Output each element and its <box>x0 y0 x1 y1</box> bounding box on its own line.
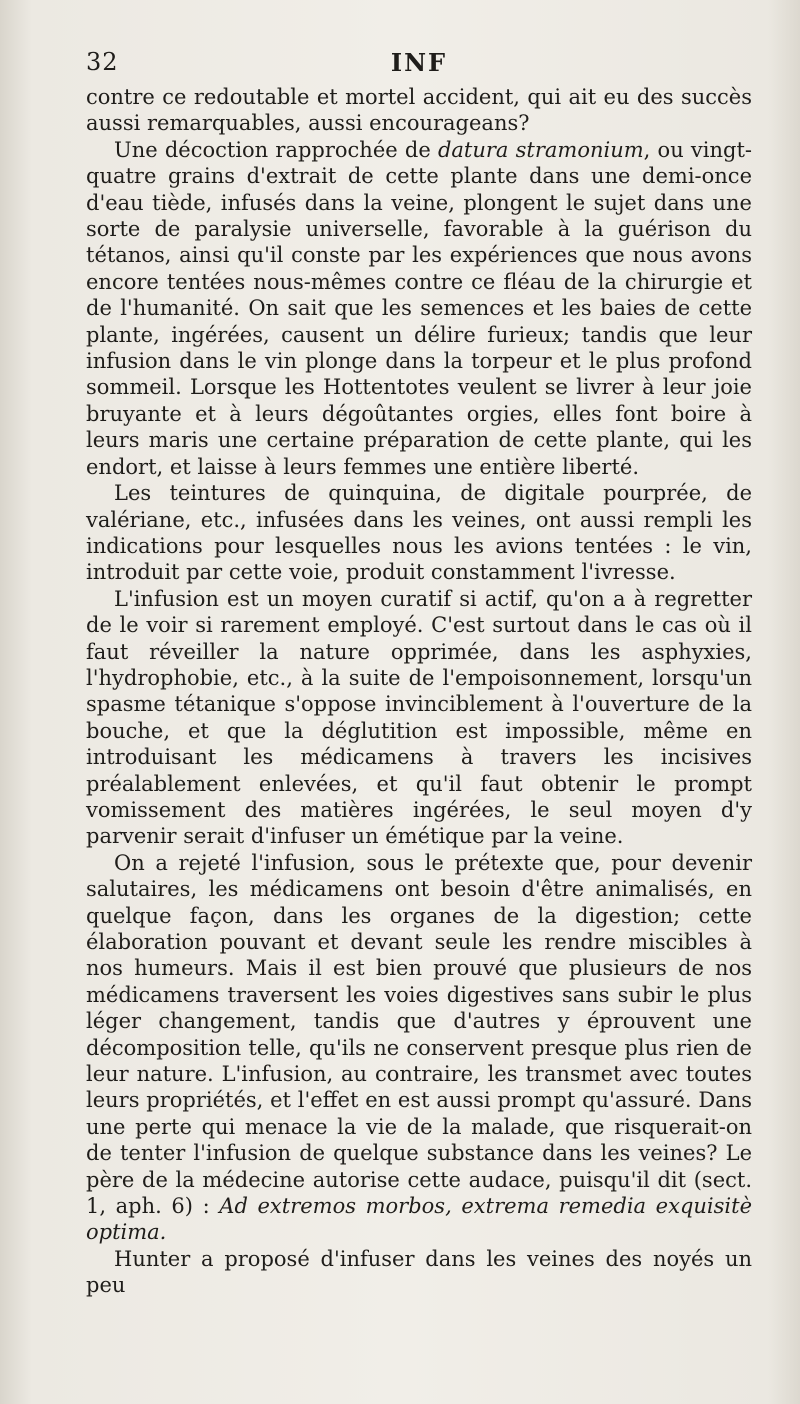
text-run: Une décoction rapprochée de <box>114 137 438 162</box>
paragraph-teintures <box>86 480 752 586</box>
page-header <box>86 48 752 82</box>
paragraph-infusion-curatif <box>86 586 752 850</box>
paragraph-infusion-rejete <box>86 850 752 1246</box>
latin-quote: Ad extremos morbos, extrema remedia exquisitè optima. <box>86 1194 752 1245</box>
body-text <box>86 84 752 1299</box>
paragraph-datura <box>86 137 752 480</box>
page-number: 32 <box>86 48 119 76</box>
paragraph-hunter <box>86 1246 752 1299</box>
text-run: L'infusion est un moyen curatif si actif, qu'on a à regretter de le voir si rarement employé. C'est surtout dans le cas où il faut réveiller la nature opprimée, dans les asphyxies, l'hydrophobie, etc., à la suite de l'empoisonnement, lorsqu'un spasme tétanique s'oppose invinciblement à l'ouverture de la bouche, et que la déglutition est impossible, même en introduisant les médicamens à travers les incisives préalablement enlevées, et qu'il faut obtenir le prompt vomissement des matières ingérées, le seul moyen d'y parvenir serait d'infuser un émétique par la veine. <box>86 586 752 849</box>
text-run: Hunter a proposé d'infuser dans les veines des noyés un peu <box>86 1246 752 1298</box>
text-run: , ou vingt-quatre grains d'extrait de cette plante dans une demi-once d'eau tiède, infusés dans la veine, plongent le sujet dans une sorte de paralysie universelle, favorable à la guérison du tétanos, ainsi qu'il conste par les expériences que nous avons encore tentées nous-mêmes contre ce fléau de la chirurgie et de l'humanité. On sait que les semences et les baies de cette plante, ingérées, causent un délire furieux; tandis que leur infusion dans le vin plonge dans la torpeur et le plus profond sommeil. Lorsque les Hottentotes veulent se livrer à leur joie bruyante et à leurs dégoûtantes orgies, elles font boire à leurs maris une certaine préparation de cette plante, qui les endort, et laisse à leurs femmes une entière liberté. <box>86 137 753 479</box>
paragraph-continuation: contre ce redoutable et mortel accident, qui ait eu des succès aussi remarquables, aussi encourageans? <box>86 85 752 136</box>
italic-term: datura stramonium <box>437 137 644 162</box>
running-title: INF <box>390 48 448 77</box>
text-run: Les teintures de quinquina, de digitale pourprée, de valériane, etc., infusées dans les veines, ont aussi rempli les indications pour lesquelles nous les avions tentées : le vin, introduit par cette voie, produit constamment l'ivresse. <box>86 481 752 585</box>
text-run: On a rejeté l'infusion, sous le prétexte que, pour devenir salutaires, les médicamens ont besoin d'être animalisés, en quelque façon, dans les organes de la digestion; cette élaboration pouvant et devant seule les rendre miscibles à nos humeurs. Mais il est bien prouvé que plusieurs de nos médicamens traversent les voies digestives sans subir le plus léger changement, tandis que d'autres y éprouvent une décomposition telle, qu'ils ne conservent presque plus rien de leur nature. L'infusion, au contraire, les transmet avec toutes leurs propriétés, et l'effet en est aussi prompt qu'assuré. Dans une perte qui menace la vie de la malade, que risquerait-on de tenter l'infusion de quelque substance dans les veines? Le père de la médecine autorise cette audace, puisqu'il dit (sect. 1, aph. 6) : <box>86 850 752 1219</box>
